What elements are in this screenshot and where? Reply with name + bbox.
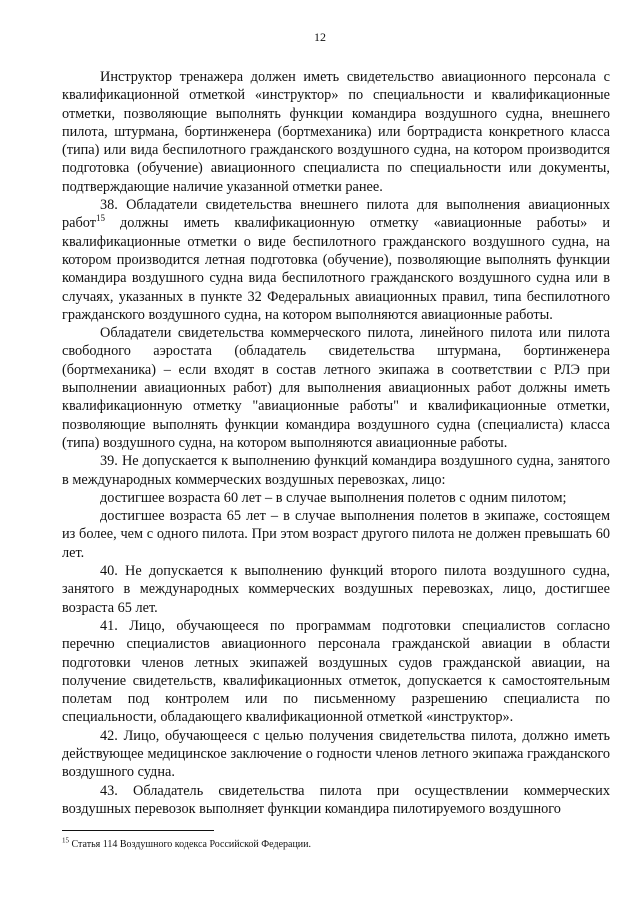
paragraph-38-text-before: 38. Обладатели свидетельства внешнего пилота для выполнения авиационных работ [62,197,610,232]
footnote [62,836,610,851]
footnote-marker: 15 [62,836,69,845]
paragraph-42: 42. Лицо, обучающееся с целью получения свидетельства пилота, должно иметь действующее медицинское заключение о годности членов летного экипажа гражданского воздушного судна. [62,727,610,781]
footnote-text: Статья 114 Воздушного кодекса Российской Федерации. [69,839,312,850]
paragraph-instructor-requirements: Инструктор тренажера должен иметь свидетельство авиационного персонала с квалификационной отметкой «инструктор» по специальности и квалификационные отметки, позволяющие выполнять функции командира воздушного судна, внешнего пилота, штурмана, бортинженера (бортмеханика) или бортрадиста конкретного класса (типа) или вида беспилотного гражданского воздушного судна, на котором производится подготовка (обучение) авиационного специалиста по специальности или документы, подтверждающие наличие указанной отметки ранее. [62,69,610,195]
paragraph-41: 41. Лицо, обучающееся по программам подготовки специалистов согласно перечню специалистов авиационного персонала гражданской авиации в области подготовки членов летных экипажей воздушных судов гражданской авиации, на получение свидетельств, квалификационных отметок, допускается к самостоятельным полетам под контролем или по письменному разрешению специалиста по специальности, обладающего квалификационной отметкой «инструктор». [62,617,610,726]
paragraph-39: 39. Не допускается к выполнению функций командира воздушного судна, занятого в международных коммерческих воздушных перевозках, лицо: [62,453,610,488]
footnote-divider [62,830,214,831]
paragraph-38 [62,196,610,324]
footnote-reference: 15 [95,213,105,224]
paragraph-39-age-60: достигшее возраста 60 лет – в случае выполнения полетов с одним пилотом; [100,489,567,506]
paragraph-38-text-after: должны иметь квалификационную отметку «авиационные работы» и квалификационные отметки о виде беспилотного гражданского воздушного судна, на котором производится летная подготовка (обучение), позволяющие выполнять функции командира воздушного судна вида беспилотного гражданского воздушного судна или в случаях, указанных в пункте 32 Федеральных авиационных правил, типа беспилотного гражданского воздушного судна, на котором выполняются авиационные работы. [62,215,610,323]
paragraph-39-age-65: достигшее возраста 65 лет – в случае выполнения полетов в экипаже, состоящем из более, чем с одного пилота. При этом возраст другого пилота не должен превышать 60 лет. [62,508,610,561]
page-number: 12 [314,30,326,44]
paragraph-40: 40. Не допускается к выполнению функций второго пилота воздушного судна, занятого в международных коммерческих воздушных перевозках, лицо, достигшее возраста 65 лет. [62,563,610,616]
paragraph-43: 43. Обладатель свидетельства пилота при осуществлении коммерческих воздушных перевозок выполняет функции командира пилотируемого воздушного [62,782,610,817]
body-text [62,68,610,818]
paragraph-commercial-pilot-holders: Обладатели свидетельства коммерческого пилота, линейного пилота или пилота свободного аэростата (обладатель свидетельства штурмана, бортинженера (бортмеханика) – если входят в состав летного экипажа в соответствии с РЛЭ при выполнении авиационных работ) для выполнения авиационных работ должны иметь квалификационную отметку "авиационные работы" и квалификационные отметки, позволяющие выполнять функции командира воздушного судна (специалиста) класса (типа) воздушного судна, на котором выполняются авиационные работы. [62,325,610,451]
